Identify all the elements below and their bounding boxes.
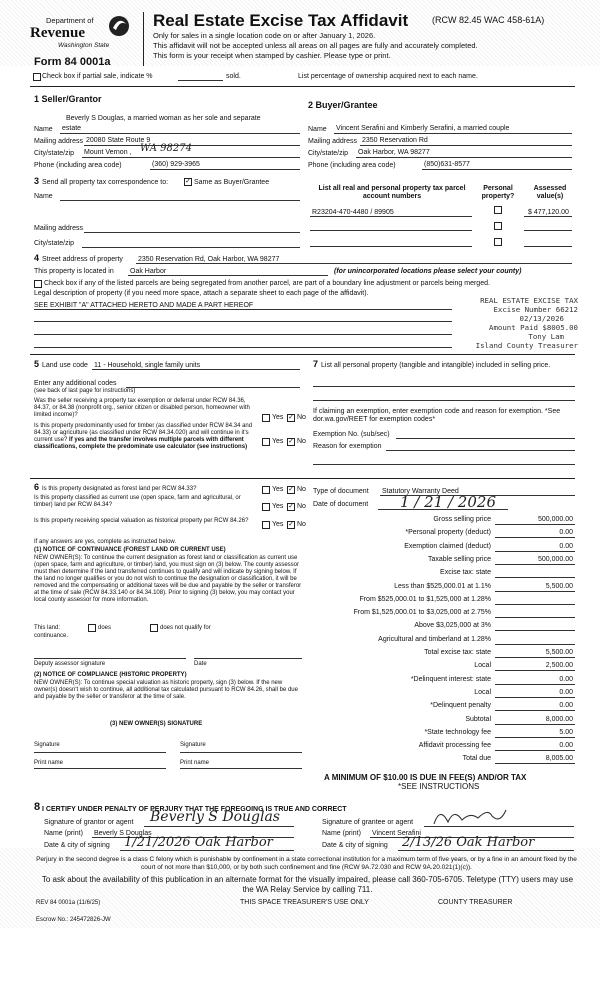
tax-row-label: Local bbox=[474, 662, 491, 670]
partial-sale-label: Check box if partial sale, indicate % bbox=[42, 73, 153, 80]
new-owner-signature-field-1[interactable] bbox=[34, 752, 166, 753]
ownership-note: List percentage of ownership acquired next to each name. bbox=[298, 73, 478, 80]
does-label: does bbox=[98, 625, 112, 631]
rcw-reference: (RCW 82.45 WAC 458-61A) bbox=[432, 15, 545, 25]
section7-text: List all personal property (tangible and intangible) included in selling price. bbox=[321, 362, 551, 369]
correspondence-label: Send all property tax correspondence to: bbox=[42, 179, 169, 186]
same-as-buyer-checkbox[interactable]: ✓ bbox=[185, 178, 191, 185]
current-use-question: Is this property classified as current use (open space, farm and agricultural, or timber) land per RCW 84.34? bbox=[34, 495, 241, 508]
personal-property-checkbox-1[interactable] bbox=[494, 206, 502, 214]
grantor-date-handwritten: 1/21/2026 Oak Harbor bbox=[124, 835, 273, 850]
assessed-field-3[interactable] bbox=[524, 246, 572, 247]
tax-row-label: Taxable selling price bbox=[427, 555, 491, 563]
corr-name-field[interactable] bbox=[60, 200, 300, 201]
corr-city-field[interactable] bbox=[82, 247, 300, 248]
exemption-no-label: No bbox=[297, 414, 306, 421]
grantee-date-handwritten: 2/13/26 Oak Harbor bbox=[402, 835, 535, 850]
grantor-name: Beverly S Douglas bbox=[94, 830, 152, 837]
seller-city-value: Mount Vernon , bbox=[84, 149, 132, 156]
parcel-column-header: List all real and personal property tax parcel account numbers bbox=[318, 185, 466, 200]
current-use-no-label: No bbox=[297, 503, 306, 510]
seller-city-label: City/state/zip bbox=[34, 150, 75, 157]
tax-row-value-line bbox=[495, 684, 575, 685]
tax-row-label: Agricultural and timberland at 1.28% bbox=[378, 635, 491, 643]
header-note3: This form is your receipt when stamped by cashier. Please type or print. bbox=[153, 51, 391, 60]
tax-row-label: Above $3,025,000 at 3% bbox=[414, 622, 491, 630]
buyer-name-field[interactable] bbox=[334, 133, 572, 134]
corr-mailing-field[interactable] bbox=[84, 232, 300, 233]
exemption-question: Was the seller receiving a property tax exemption or deferral under RCW 84.36, 84.37, or 84.38 (nonprofit org., senior citizen or disabled person, homeowner with limited income)? bbox=[34, 398, 250, 418]
claim-exemption-label: If claiming an exemption, enter exemption code and reason for exemption. bbox=[313, 408, 543, 415]
stamp-line4: Amount Paid $8005.00 bbox=[489, 323, 578, 332]
treasurer-stamp bbox=[448, 296, 578, 352]
header-note1: Only for sales in a single location code on or after January 1, 2026. bbox=[153, 31, 376, 40]
grantee-sig-field[interactable] bbox=[424, 826, 574, 827]
tax-row-value[interactable]: 0.00 bbox=[559, 529, 573, 537]
land-use-value: 11 - Household, single family units bbox=[94, 362, 201, 369]
grantor-sig-field[interactable] bbox=[144, 826, 294, 827]
see-back-note: (see back of last page for instructions) bbox=[34, 388, 136, 394]
corr-city-label: City/state/zip bbox=[34, 240, 75, 247]
timber-no-checkbox[interactable]: ✓ bbox=[288, 438, 294, 445]
located-label: This property is located in bbox=[34, 268, 114, 275]
does-not-label: does not qualify for bbox=[160, 625, 211, 631]
tax-row-value-line bbox=[495, 710, 575, 711]
exemption-yes-checkbox[interactable] bbox=[262, 414, 270, 422]
exemption-yes-label: Yes bbox=[272, 414, 284, 421]
grantee-name-label: Name (print) bbox=[322, 830, 361, 837]
tax-row-value[interactable]: 0.00 bbox=[559, 675, 573, 683]
tax-row-value[interactable]: 0.00 bbox=[559, 742, 573, 750]
street-field[interactable] bbox=[136, 263, 572, 264]
timber-question-text: Is this property predominantly used for timber (as classified under RCW 84.34 and 84.33) or agriculture (as classified under RCW 84.34.020) and will continue in it's current use? bbox=[34, 423, 253, 443]
tax-row-label: *Delinquent penalty bbox=[430, 702, 491, 710]
segregated-checkbox[interactable] bbox=[34, 280, 42, 288]
forest-yes-checkbox[interactable] bbox=[262, 486, 270, 494]
tax-row-label: Less than $525,000.01 at 1.1% bbox=[394, 582, 491, 590]
tax-row-value-line bbox=[495, 564, 575, 565]
dor-logo bbox=[30, 14, 140, 54]
tax-row-value-line bbox=[495, 670, 575, 671]
buyer-name-label: Name bbox=[308, 126, 327, 133]
corr-mailing-label: Mailing address bbox=[34, 225, 84, 232]
current-use-yes-checkbox[interactable] bbox=[262, 503, 270, 511]
tax-row-value-line bbox=[495, 763, 575, 764]
doc-type-label: Type of document bbox=[313, 488, 369, 495]
partial-sale-percent-field[interactable] bbox=[178, 80, 223, 81]
buyer-heading: 2 Buyer/Grantee bbox=[308, 100, 378, 110]
buyer-city-field[interactable] bbox=[356, 157, 572, 158]
grantor-date-field[interactable] bbox=[120, 850, 294, 851]
rev-number: REV 84 0001a (11/6/25) bbox=[36, 900, 101, 906]
street-value: 2350 Reservation Rd, Oak Harbor, WA 98277 bbox=[138, 256, 280, 263]
partial-sale-checkbox[interactable] bbox=[33, 73, 41, 81]
seller-mailing-label: Mailing address bbox=[34, 138, 84, 145]
new-owner-print-label-2: Print name bbox=[180, 760, 210, 766]
grantee-sig-label: Signature of grantee or agent bbox=[322, 819, 414, 826]
exemption-link[interactable]: *See dor.wa.gov/REET for exemption codes* bbox=[313, 408, 561, 423]
stamp-line1: REAL ESTATE EXCISE TAX bbox=[480, 296, 578, 305]
deputy-date-field[interactable] bbox=[194, 658, 302, 659]
section-rule bbox=[30, 478, 575, 479]
tax-row-value-line bbox=[495, 524, 575, 525]
new-owner-signature-field-2[interactable] bbox=[180, 752, 302, 753]
reason-label: Reason for exemption bbox=[313, 443, 382, 450]
tax-row-value[interactable]: 500,000.00 bbox=[537, 555, 573, 563]
grantee-date-field[interactable] bbox=[398, 850, 574, 851]
buyer-phone-value: (850)631-8577 bbox=[424, 161, 470, 168]
sold-label: sold. bbox=[226, 73, 241, 80]
historic-no-label: No bbox=[297, 521, 306, 528]
tax-row-label: Total due bbox=[462, 755, 491, 763]
legal-field-4[interactable] bbox=[34, 347, 452, 348]
located-field[interactable] bbox=[128, 275, 328, 276]
buyer-mailing-value: 2350 Reservation Rd bbox=[362, 137, 428, 144]
tax-row-label: *State technology fee bbox=[424, 728, 491, 736]
tax-row-label: From $1,525,000.01 to $3,025,000 at 2.75% bbox=[353, 609, 491, 617]
tax-row-value-line bbox=[495, 697, 575, 698]
notice-continuance-text: NEW OWNER(S): To continue the current designation as forest land or classification as current use (open space, farm and agriculture, or timber) land, you must sign on (3) below. The county assessor must then determine if the land transferred continues to qualify and will indicate by signing below. If the land no longer qualifies or you do not wish to continue the designation or classification, it will be removed and the compensating or additional taxes will be due and payable by the seller or transferor at the time of sale (RCW 84.33.140 or 84.34.108). Prior to signing (3) below, you may contact your local county assessor for more information. bbox=[34, 555, 302, 603]
tax-table bbox=[313, 516, 575, 776]
located-note: (for unincorporated locations please select your county) bbox=[334, 268, 522, 275]
seller-mailing-value: 20080 State Route 9 bbox=[86, 137, 151, 144]
new-owner-signature-heading: (3) NEW OWNER(S) SIGNATURE bbox=[110, 721, 203, 727]
timber-question-bold: If yes and the transfer involves multiple parcels with different classifications, complete the predominate use calculator (see instructions) bbox=[34, 437, 248, 450]
doc-date-label: Date of document bbox=[313, 501, 369, 508]
stamp-line3: 02/13/2026 bbox=[519, 314, 564, 323]
timber-yes-checkbox[interactable] bbox=[262, 438, 270, 446]
land-use-field[interactable] bbox=[92, 369, 300, 370]
tax-row-value[interactable]: 0.00 bbox=[559, 542, 573, 550]
doc-type-value: Statutory Warranty Deed bbox=[382, 488, 459, 495]
section-rule bbox=[30, 354, 575, 355]
historic-yes-checkbox[interactable] bbox=[262, 521, 270, 529]
escrow-number: Escrow No.: 245472826-JW bbox=[36, 917, 111, 923]
stamp-line2: Excise Number 66212 bbox=[493, 305, 578, 314]
tax-row-label: Local bbox=[474, 688, 491, 696]
dept-line1: Department of bbox=[46, 16, 94, 25]
additional-codes-field[interactable] bbox=[126, 387, 300, 388]
street-label: Street address of property bbox=[42, 256, 123, 263]
tax-row-label: *Personal property (deduct) bbox=[405, 529, 491, 537]
if-yes-note: If any answers are yes, complete as instructed below. bbox=[34, 539, 177, 545]
historic-question: Is this property receiving special valuation as historical property per RCW 84.26? bbox=[34, 518, 249, 524]
tax-row-value-line bbox=[495, 737, 575, 738]
tax-row-value-line bbox=[495, 644, 575, 645]
seller-name-label: Name bbox=[34, 126, 53, 133]
located-value: Oak Harbor bbox=[130, 268, 167, 275]
personal-property-checkbox-2[interactable] bbox=[494, 222, 502, 230]
assessed-field-1[interactable] bbox=[524, 216, 572, 217]
form-number: Form 84 0001a bbox=[34, 56, 111, 68]
dept-line2: Revenue bbox=[30, 25, 85, 41]
forest-yes-label: Yes bbox=[272, 486, 284, 493]
seller-phone-field[interactable] bbox=[150, 169, 300, 170]
forest-question: Is this property designated as forest land per RCW 84.33? bbox=[42, 486, 197, 492]
buyer-phone-label: Phone (including area code) bbox=[308, 162, 396, 169]
tax-row-value[interactable]: 0.00 bbox=[559, 688, 573, 696]
deputy-signature-field[interactable] bbox=[34, 658, 186, 659]
parcel-number: R23204-470-4480 / 89905 bbox=[312, 209, 394, 216]
tax-row-value-line bbox=[495, 591, 575, 592]
tax-row-label: Subtotal bbox=[465, 715, 491, 723]
treasurer-use-label: THIS SPACE TREASURER'S USE ONLY bbox=[240, 899, 369, 906]
corr-name-label: Name bbox=[34, 193, 53, 200]
stamp-line5: Tony Lam bbox=[528, 332, 564, 341]
section5-heading: 5 bbox=[34, 359, 40, 369]
tax-row-value-line bbox=[495, 724, 575, 725]
section6-heading: 6 bbox=[34, 482, 40, 492]
seller-phone-value: (360) 929-3965 bbox=[152, 161, 200, 168]
buyer-name-value: Vincent Serafini and Kimberly Serafini, a married couple bbox=[336, 125, 510, 132]
certify-text: I CERTIFY UNDER PENALTY OF PERJURY THAT THE FOREGOING IS TRUE AND CORRECT bbox=[42, 806, 347, 813]
tax-row-label: From $525,000.01 to $1,525,000 at 1.28% bbox=[359, 595, 491, 603]
notice-compliance-title: (2) NOTICE OF COMPLIANCE (HISTORIC PROPERTY) bbox=[34, 672, 187, 678]
tax-row-value-line bbox=[495, 537, 575, 538]
exemption-no-checkbox[interactable]: ✓ bbox=[288, 414, 294, 421]
forest-no-checkbox[interactable]: ✓ bbox=[288, 486, 294, 493]
header-rule bbox=[30, 86, 575, 87]
current-use-yes-label: Yes bbox=[272, 503, 284, 510]
new-owner-print-field-1[interactable] bbox=[34, 768, 166, 769]
seller-mailing-field[interactable] bbox=[84, 145, 300, 146]
grantor-sig-label: Signature of grantor or agent bbox=[44, 819, 134, 826]
timber-yes-label: Yes bbox=[272, 438, 284, 445]
personal-property-column-header: Personal property? bbox=[481, 185, 515, 200]
current-use-no-checkbox[interactable]: ✓ bbox=[288, 503, 294, 510]
tax-row-value[interactable]: 5,500.00 bbox=[545, 649, 573, 656]
new-owner-print-field-2[interactable] bbox=[180, 768, 302, 769]
doc-date-field[interactable] bbox=[378, 509, 508, 510]
new-owner-signature-label-2: Signature bbox=[180, 742, 206, 748]
tax-row-value[interactable]: 2,500.00 bbox=[545, 662, 573, 670]
buyer-city-label: City/state/zip bbox=[308, 150, 349, 157]
stamp-line6: Island County Treasurer bbox=[475, 341, 578, 350]
tax-row-value[interactable]: 5.00 bbox=[559, 728, 573, 736]
tax-row-value[interactable]: 8,005.00 bbox=[545, 755, 573, 763]
seller-city-handwritten: WA 98274 bbox=[140, 143, 192, 154]
county-treasurer-label: COUNTY TREASURER bbox=[438, 899, 513, 906]
tax-row-value-line bbox=[495, 604, 575, 605]
personal-property-checkbox-3[interactable] bbox=[494, 238, 502, 246]
assessed-field-2[interactable] bbox=[524, 230, 572, 231]
legal-label: Legal description of property (if you need more space, attach a separate sheet to each page of the affidavit). bbox=[34, 290, 369, 297]
continuance-label: continuance. bbox=[34, 633, 69, 639]
tax-row-label: Affidavit processing fee bbox=[418, 742, 491, 750]
alt-format-notice: To ask about the availability of this publication in an alternate format for the visually impaired, please call 360-705-6705. Teletype (TTY) users may use the WA Relay Service by calling 711. bbox=[41, 875, 574, 894]
buyer-city-value: Oak Harbor, WA 98277 bbox=[358, 149, 430, 156]
tax-row-label: Exemption claimed (deduct) bbox=[404, 542, 491, 550]
forest-no-label: No bbox=[297, 486, 306, 493]
segregated-label: Check box if any of the listed parcels are being segregated from another parcel, are part of a boundary line adjustment or parcels being merged. bbox=[44, 280, 490, 287]
page-title: Real Estate Excise Tax Affidavit bbox=[153, 11, 409, 30]
tax-row-value-line bbox=[495, 657, 575, 658]
claim-exemption-text bbox=[313, 408, 575, 424]
legal-field-3[interactable] bbox=[34, 334, 452, 335]
seller-name-value2: estate bbox=[62, 125, 82, 132]
seller-city-field[interactable] bbox=[82, 157, 300, 158]
tax-row-value-line bbox=[495, 617, 575, 618]
reason-field-2[interactable] bbox=[313, 464, 575, 465]
tax-row-label: Gross selling price bbox=[433, 516, 491, 523]
tax-row-value[interactable]: 0.00 bbox=[559, 702, 573, 710]
buyer-phone-field[interactable] bbox=[422, 169, 572, 170]
additional-codes-label: Enter any additional codes bbox=[34, 380, 117, 387]
assessed-value: $ 477,120.00 bbox=[528, 209, 569, 216]
does-not-qualify-checkbox[interactable] bbox=[150, 624, 158, 632]
grantor-signature[interactable]: Beverly S Douglas bbox=[150, 809, 280, 825]
tax-row-value[interactable]: 500,000.00 bbox=[537, 516, 573, 523]
grantor-name-label: Name (print) bbox=[44, 830, 83, 837]
legal-field-1[interactable] bbox=[34, 309, 452, 310]
this-land-label: This land: bbox=[34, 625, 61, 631]
see-instructions-note: *SEE INSTRUCTIONS bbox=[398, 782, 480, 791]
deputy-signature-label: Deputy assessor signature bbox=[34, 661, 106, 667]
tax-row-label: *Delinquent interest: state bbox=[410, 675, 491, 683]
tax-row-value[interactable]: 8,000.00 bbox=[545, 715, 573, 723]
exemption-number-field[interactable] bbox=[396, 438, 575, 439]
parcel-field-3[interactable] bbox=[310, 246, 472, 247]
section7-heading: 7 bbox=[313, 359, 319, 369]
doc-date-handwritten: 1 / 21 / 2026 bbox=[400, 493, 496, 511]
historic-yes-label: Yes bbox=[272, 521, 284, 528]
minimum-fee-note: A MINIMUM OF $10.00 IS DUE IN FEE(S) AND/OR TAX bbox=[324, 773, 527, 782]
section3-heading: 3 bbox=[34, 176, 40, 186]
reason-field-1[interactable] bbox=[386, 450, 575, 451]
assessed-value-column-header: Assessed value(s) bbox=[533, 185, 567, 200]
historic-no-checkbox[interactable]: ✓ bbox=[288, 521, 294, 528]
seller-phone-label: Phone (including area code) bbox=[34, 162, 122, 169]
notice-continuance-title: (1) NOTICE OF CONTINUANCE (FOREST LAND OR CURRENT USE) bbox=[34, 547, 226, 553]
deputy-date-label: Date bbox=[194, 661, 207, 667]
dept-line3: Washington State bbox=[58, 42, 110, 49]
tax-row-value-line bbox=[495, 551, 575, 552]
buyer-mailing-label: Mailing address bbox=[308, 138, 358, 145]
timber-no-label: No bbox=[297, 438, 306, 445]
new-owner-signature-label-1: Signature bbox=[34, 742, 60, 748]
perjury-notice: Perjury in the second degree is a class C felony which is punishable by confinement in a state correctional institution for a maximum term of five years, or by a fine in an amount fixed by the court of not more than $10,000, or by both such confinement and fine (RCW 9A.72.030 and RCW 9A.20.021(1)(c)). bbox=[36, 856, 577, 871]
personal-property-field-2[interactable] bbox=[313, 400, 575, 401]
header-divider bbox=[143, 12, 144, 66]
tax-row-value-line bbox=[495, 630, 575, 631]
timber-question bbox=[34, 423, 260, 451]
parcel-field-1[interactable] bbox=[310, 216, 472, 217]
parcel-field-2[interactable] bbox=[310, 230, 472, 231]
grantor-date-label: Date & city of signing bbox=[44, 842, 110, 849]
tax-row-value[interactable]: 5,500.00 bbox=[545, 582, 573, 590]
dor-swirl-icon bbox=[108, 14, 130, 40]
section4-heading: 4 bbox=[34, 253, 40, 263]
seller-name-value: Beverly S Douglas, a married woman as her sole and separate bbox=[66, 115, 261, 122]
personal-property-field-1[interactable] bbox=[313, 386, 575, 387]
grantee-date-label: Date & city of signing bbox=[322, 842, 388, 849]
land-use-label: Land use code bbox=[42, 362, 88, 369]
seller-heading: 1 Seller/Grantor bbox=[34, 94, 102, 104]
exemption-no-sub-label: Exemption No. (sub/sec) bbox=[313, 431, 390, 438]
notice-compliance-text: NEW OWNER(S): To continue special valuation as historic property, sign (3) below. If the new owner(s) doesn't wish to continue, all additional tax calculated pursuant to RCW 84.26, shall be due and payable by the seller or transferor at the time of sale. bbox=[34, 680, 298, 700]
tax-row-value-line bbox=[495, 750, 575, 751]
does-qualify-checkbox[interactable] bbox=[88, 624, 96, 632]
tax-row-label: Total excise tax: state bbox=[424, 649, 491, 656]
same-as-buyer-label: Same as Buyer/Grantee bbox=[194, 179, 270, 186]
legal-field-2[interactable] bbox=[34, 321, 452, 322]
seller-name-field[interactable] bbox=[60, 133, 300, 134]
header-note2: This affidavit will not be accepted unless all areas on all pages are fully and accurately completed. bbox=[153, 41, 478, 50]
tax-row-label: Excise tax: state bbox=[440, 569, 491, 577]
tax-row-value-line bbox=[495, 577, 575, 578]
grantee-name: Vincent Serafini bbox=[372, 830, 421, 837]
new-owner-print-label-1: Print name bbox=[34, 760, 64, 766]
legal-value: SEE EXHIBIT "A" ATTACHED HERETO AND MADE A PART HEREOF bbox=[34, 302, 254, 309]
section8-heading: 8 bbox=[34, 801, 41, 813]
buyer-mailing-field[interactable] bbox=[360, 145, 572, 146]
